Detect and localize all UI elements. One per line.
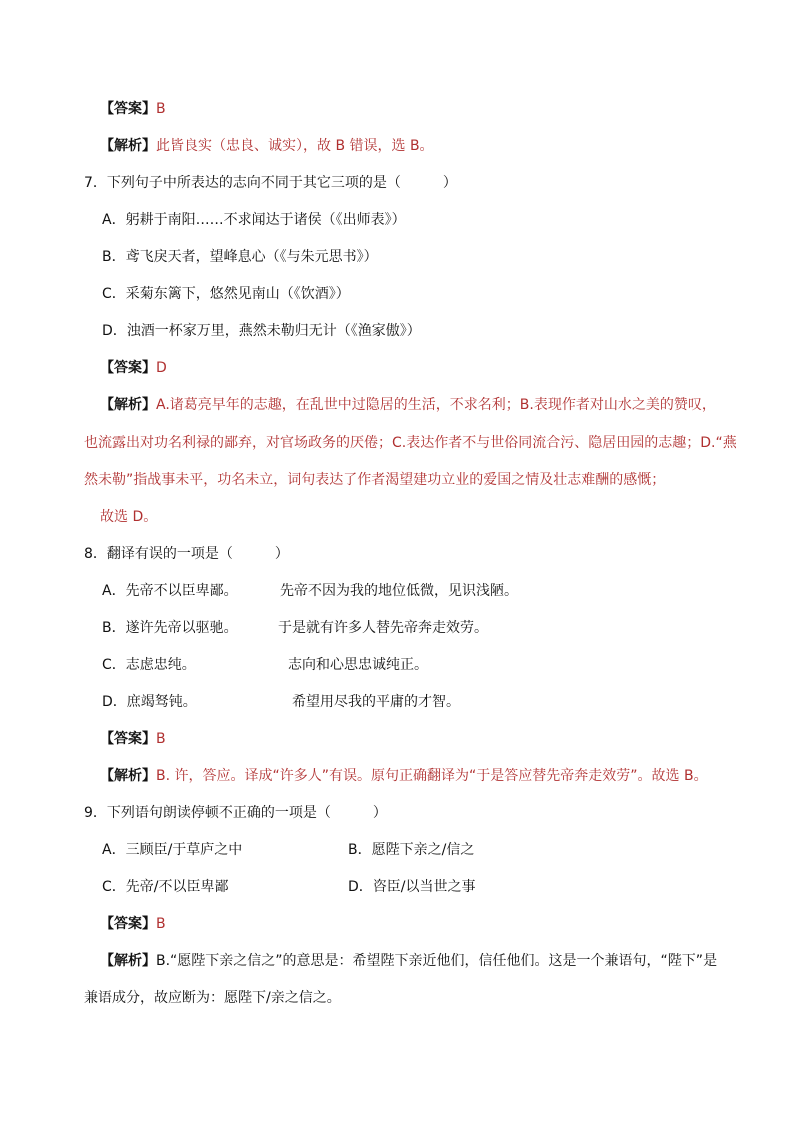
answer-label: 【答案】	[100, 731, 156, 747]
option-source: A．先帝不以臣卑鄙。	[102, 583, 238, 599]
explanation-label: 【解析】	[100, 397, 156, 413]
question-9-stem: 9．下列语句朗读停顿不正确的一项是（ ）	[84, 805, 387, 821]
answer-label: 【答案】	[100, 101, 156, 117]
question-9-option-c: C．先帝/不以臣卑鄙	[102, 879, 229, 895]
answer-line	[100, 99, 166, 119]
question-7-option-a: A．躬耕于南阳……不求闻达于诸侯（《出师表》）	[102, 212, 406, 228]
answer-line	[100, 729, 166, 749]
explanation-line	[100, 951, 717, 971]
question-7-stem: 7．下列句子中所表达的志向不同于其它三项的是（ ）	[84, 175, 457, 191]
explanation-conclusion: 故选 D。	[100, 509, 158, 525]
question-8-option-d	[102, 692, 460, 712]
explanation-continued: 也流露出对功名利禄的鄙弃，对官场政务的厌倦；C.表达作者不与世俗同流合污、隐居田园的志趣；D.“燕	[84, 435, 737, 451]
explanation-continued: 然未勒”指战事未平，功名未立，词句表达了作者渴望建功立业的爱国之情及壮志难酬的感慨；	[84, 472, 666, 488]
answer-line	[100, 914, 166, 934]
option-translation: 希望用尽我的平庸的才智。	[292, 694, 460, 710]
question-8-option-a	[102, 581, 518, 601]
explanation-label: 【解析】	[100, 953, 156, 969]
explanation-continued: 兼语成分，故应断为：愿陛下/亲之信之。	[84, 990, 341, 1006]
explanation-text: B. 许，答应。译成“许多人”有误。原句正确翻译为“于是答应替先帝奔走效劳”。故选 B。	[156, 768, 708, 784]
answer-label: 【答案】	[100, 360, 156, 376]
question-8-option-c	[102, 655, 428, 675]
question-7-option-c: C．采菊东篱下，悠然见南山（《饮酒》）	[102, 286, 350, 302]
explanation-label: 【解析】	[100, 768, 156, 784]
answer-value: B	[156, 101, 166, 117]
answer-line	[100, 358, 167, 378]
explanation-line	[100, 395, 716, 415]
question-9-option-a: A．三顾臣/于草庐之中	[102, 842, 243, 858]
option-source: D．庶竭驽钝。	[102, 694, 197, 710]
explanation-text: B.“愿陛下亲之信之”的意思是：希望陛下亲近他们，信任他们。这是一个兼语句，“陛下”是	[156, 953, 718, 969]
explanation-label: 【解析】	[100, 138, 156, 154]
question-9-option-b: B．愿陛下亲之/信之	[348, 842, 475, 858]
answer-value: B	[156, 731, 166, 747]
explanation-line	[100, 136, 434, 156]
explanation-line	[100, 766, 708, 786]
option-source: B．遂许先帝以驱驰。	[102, 620, 238, 636]
option-source: C．志虑忠纯。	[102, 657, 196, 673]
explanation-text: A.诸葛亮早年的志趣，在乱世中过隐居的生活，不求名利；B.表现作者对山水之美的赞叹，	[156, 397, 716, 413]
answer-value: B	[156, 916, 166, 932]
question-9-option-d: D．咨臣/以当世之事	[348, 879, 476, 895]
answer-value: D	[156, 360, 167, 376]
option-translation: 志向和心思忠诚纯正。	[288, 657, 428, 673]
answer-label: 【答案】	[100, 916, 156, 932]
option-translation: 于是就有许多人替先帝奔走效劳。	[278, 620, 488, 636]
explanation-text: 此皆良实（忠良、诚实），故 B 错误，选 B。	[156, 138, 434, 154]
question-7-option-b: B．鸢飞戾天者，望峰息心（《与朱元思书》）	[102, 249, 378, 265]
question-8-option-b	[102, 618, 488, 638]
option-translation: 先帝不因为我的地位低微，见识浅陋。	[280, 583, 518, 599]
question-8-stem: 8．翻译有误的一项是（ ）	[84, 546, 289, 562]
question-7-option-d: D．浊酒一杯家万里，燕然未勒归无计（《渔家傲》）	[102, 323, 421, 339]
